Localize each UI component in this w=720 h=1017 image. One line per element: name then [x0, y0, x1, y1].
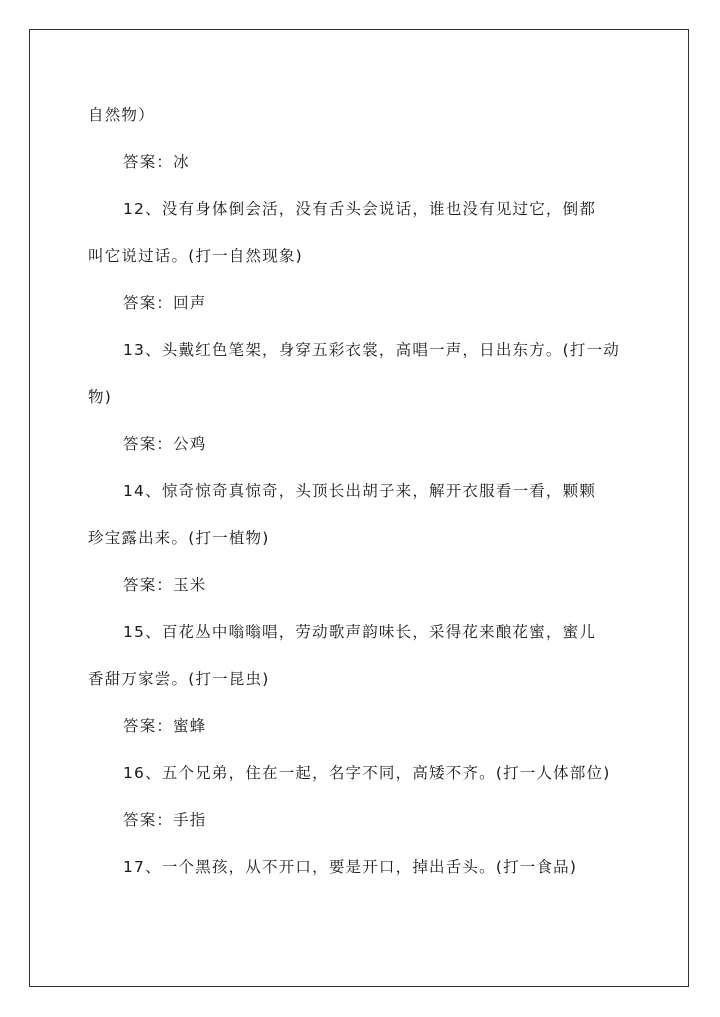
riddle-line: 17、一个黑孩，从不开口，要是开口，掉出舌头。(打一食品) — [123, 858, 578, 876]
document-body — [88, 92, 633, 891]
riddle-line: 15、百花丛中嗡嗡唱，劳动歌声韵味长，采得花来酿花蜜，蜜儿 — [123, 623, 597, 641]
riddle-line: 13、头戴红色笔架，身穿五彩衣裳，高唱一声，日出东方。(打一动 — [123, 341, 620, 359]
riddle-line: 16、五个兄弟，住在一起，名字不同，高矮不齐。(打一人体部位) — [123, 764, 611, 782]
answer-line: 答案：玉米 — [123, 576, 207, 594]
answer-line: 答案：手指 — [123, 811, 207, 829]
answer-line: 答案：回声 — [123, 294, 207, 312]
riddle-line: 14、惊奇惊奇真惊奇，头顶长出胡子来，解开衣服看一看，颗颗 — [123, 482, 597, 500]
riddle-line: 12、没有身体倒会活，没有舌头会说话，谁也没有见过它，倒都 — [123, 200, 597, 218]
text-line: 物) — [88, 388, 112, 406]
text-line: 叫它说过话。(打一自然现象) — [88, 247, 303, 265]
answer-line: 答案：蜜蜂 — [123, 717, 207, 735]
answer-line: 答案：公鸡 — [123, 435, 207, 453]
text-line: 珍宝露出来。(打一植物) — [88, 529, 270, 547]
text-line: 香甜万家尝。(打一昆虫) — [88, 670, 270, 688]
answer-line: 答案：冰 — [123, 153, 190, 171]
text-line: 自然物） — [88, 106, 155, 124]
